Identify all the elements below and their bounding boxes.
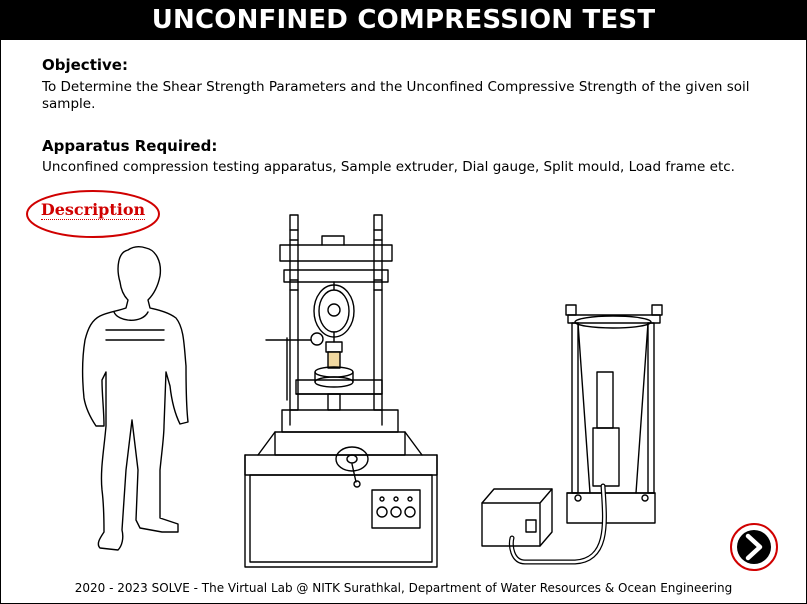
objective-text: To Determine the Shear Strength Parameters and the Unconfined Compressive Strength of the given soil sample. — [42, 79, 750, 112]
footer-text: 2020 - 2023 SOLVE - The Virtual Lab @ NITK Surathkal, Department of Water Resources & Ocean Engineering — [74, 581, 733, 595]
apparatus-text: Unconfined compression testing apparatus, Sample extruder, Dial gauge, Split mould, Load frame etc. — [42, 159, 735, 175]
objective-heading: Objective: — [42, 56, 128, 74]
apparatus-heading: Apparatus Required: — [42, 137, 218, 155]
description-label: Description — [40, 200, 146, 219]
title-bar — [0, 0, 807, 40]
sample-extruder — [482, 305, 662, 562]
next-button[interactable] — [729, 522, 779, 572]
next-arrow-icon — [729, 522, 779, 572]
page-title: UNCONFINED COMPRESSION TEST — [151, 5, 656, 35]
apparatus-illustration — [0, 200, 807, 580]
person-figure — [83, 247, 188, 550]
load-frame-machine — [245, 215, 437, 567]
